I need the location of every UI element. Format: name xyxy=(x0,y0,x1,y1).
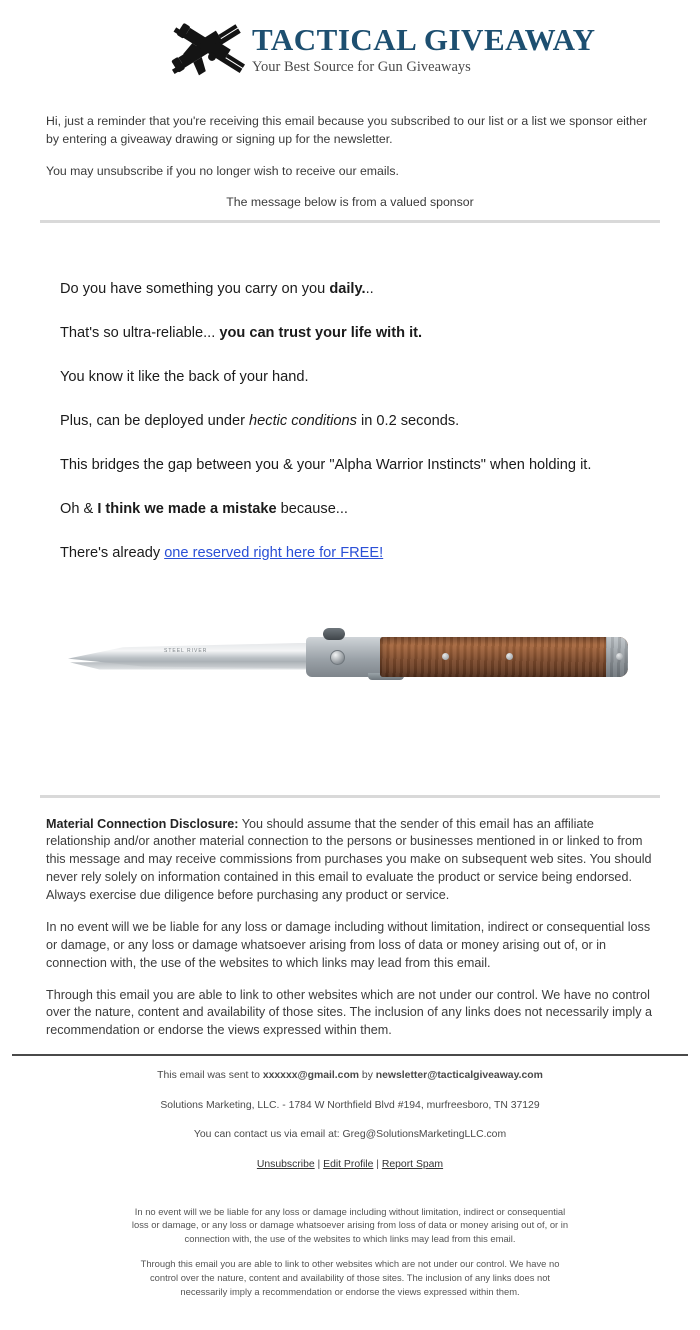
knife-rivet xyxy=(616,653,623,660)
legal-paragraph-1: In no event will we be liable for any loss or damage including without limitation, indirect or consequential loss or damage, or any loss or damage whatsoever arising from loss of data or money arising out of, or in connection with, the use of the websites to which links may lead from this email. xyxy=(131,1205,569,1244)
subscribe-reminder: Hi, just a reminder that you're receiving this email because you subscribed to our list or a list we sponsor either by entering a giveaway drawing or signing up for the newsletter. xyxy=(46,114,648,146)
copy-line-5: This bridges the gap between you & your "Alpha Warrior Instincts" when holding it. xyxy=(60,456,592,473)
logo-tagline: Your Best Source for Gun Giveaways xyxy=(252,59,471,75)
link-separator-1: | xyxy=(314,1159,324,1170)
copy-line-7 xyxy=(60,543,640,565)
legal-block xyxy=(0,1193,700,1330)
sent-to-prefix: This email was sent to xyxy=(157,1070,263,1082)
sender-email: newsletter@tacticalgiveaway.com xyxy=(375,1070,543,1082)
knife-thumb-stud xyxy=(323,628,345,640)
unsubscribe-link[interactable]: Unsubscribe xyxy=(256,1159,315,1170)
sent-to-line xyxy=(70,1068,630,1084)
preamble-block xyxy=(0,105,700,212)
logo-text-group xyxy=(252,24,596,76)
disclosure-paragraph-1 xyxy=(46,816,654,905)
contact-email: Greg@SolutionsMarketingLLC.com xyxy=(342,1129,507,1141)
sponsor-note: The message below is from a valued sponsor xyxy=(226,195,474,210)
disclosure-paragraph-2: In no event will we be liable for any loss or damage including without limitation, indirect or consequential loss or damage, or any loss or damage whatsoever arising from loss of data or money arising out of, or in connection with, the use of the websites to which links may lead from this email. xyxy=(46,919,651,970)
disclosure-paragraph-3: Through this email you are able to link to other websites which are not under our control. We have no control over the nature, content and availability of those sites. The inclusion of any links does not necessarily imply a recommendation or endorse the views expressed within them. xyxy=(46,987,653,1038)
copy-line-1 xyxy=(60,279,640,301)
product-image-wrap xyxy=(0,587,700,787)
body-copy xyxy=(0,223,700,564)
copy-line-1-bold: daily. xyxy=(329,281,366,298)
copy-line-3: You know it like the back of your hand. xyxy=(60,369,309,386)
copy-line-2-pre: That's so ultra-reliable... xyxy=(60,325,220,342)
knife-rivet xyxy=(442,653,449,660)
knife-bolster xyxy=(306,637,384,677)
copy-line-6-pre: Oh & xyxy=(60,500,98,517)
crossed-rifles-icon xyxy=(160,10,256,94)
legal-paragraph-2: Through this email you are able to link to other websites which are not under our control. We have no control over the nature, content and availability of those sites. The inclusion of any links does not necessarily imply a recommendation or endorse the views expressed within them. xyxy=(140,1258,560,1297)
copy-line-7-pre: There's already xyxy=(60,544,165,561)
footer-links xyxy=(70,1157,630,1173)
email-footer xyxy=(0,1056,700,1192)
company-address: Solutions Marketing, LLC. - 1784 W Northfield Blvd #194, murfreesboro, TN 37129 xyxy=(160,1099,540,1111)
contact-line xyxy=(70,1127,630,1143)
copy-line-4-italic: hectic conditions xyxy=(249,412,357,429)
knife-rivet xyxy=(506,653,513,660)
copy-line-1-pre: Do you have something you carry on you xyxy=(60,281,330,298)
knife-blade-engraving: STEEL RIVER xyxy=(164,647,208,654)
edit-profile-link[interactable]: Edit Profile xyxy=(323,1159,374,1170)
copy-line-2-bold: you can trust your life with it. xyxy=(219,325,423,342)
folding-knife-product-photo[interactable] xyxy=(68,617,628,697)
brand-logo[interactable] xyxy=(160,6,596,98)
copy-line-4 xyxy=(60,411,640,433)
unsubscribe-note: You may unsubscribe if you no longer wish to receive our emails. xyxy=(46,163,399,178)
copy-line-2 xyxy=(60,323,640,345)
email-header xyxy=(0,0,700,105)
recipient-email: xxxxxx@gmail.com xyxy=(262,1070,360,1082)
logo-title: TACTICAL GIVEAWAY xyxy=(252,22,596,57)
copy-line-6-bold: I think we made a mistake xyxy=(97,500,277,517)
copy-line-6-post: because... xyxy=(276,500,348,517)
disclosure-block xyxy=(0,798,700,1041)
report-spam-link[interactable]: Report Spam xyxy=(381,1159,444,1170)
copy-line-4-post: in 0.2 seconds. xyxy=(356,412,460,429)
copy-line-1-post: .. xyxy=(365,281,374,298)
knife-handle xyxy=(380,637,628,677)
disclosure-body-1: You should assume that the sender of this email has an affiliate relationship and/or another material connection to the persons or businesses mentioned in or linked to from this message and may receive commissions from purchases you make on subsequent web sites. You should never rely solely on information contained in this email to evaluate the product or service being endorsed. Always exercise due diligence before purchasing any product or service. xyxy=(46,816,652,903)
sent-by-text: by xyxy=(359,1070,376,1082)
knife-pivot-screw xyxy=(330,650,345,665)
copy-line-6 xyxy=(60,499,640,521)
contact-prefix: You can contact us via email at: xyxy=(193,1129,343,1141)
disclosure-heading: Material Connection Disclosure: xyxy=(46,816,239,831)
free-offer-link[interactable]: one reserved right here for FREE! xyxy=(164,544,384,561)
copy-line-4-pre: Plus, can be deployed under xyxy=(60,412,250,429)
link-separator-2: | xyxy=(373,1159,382,1170)
